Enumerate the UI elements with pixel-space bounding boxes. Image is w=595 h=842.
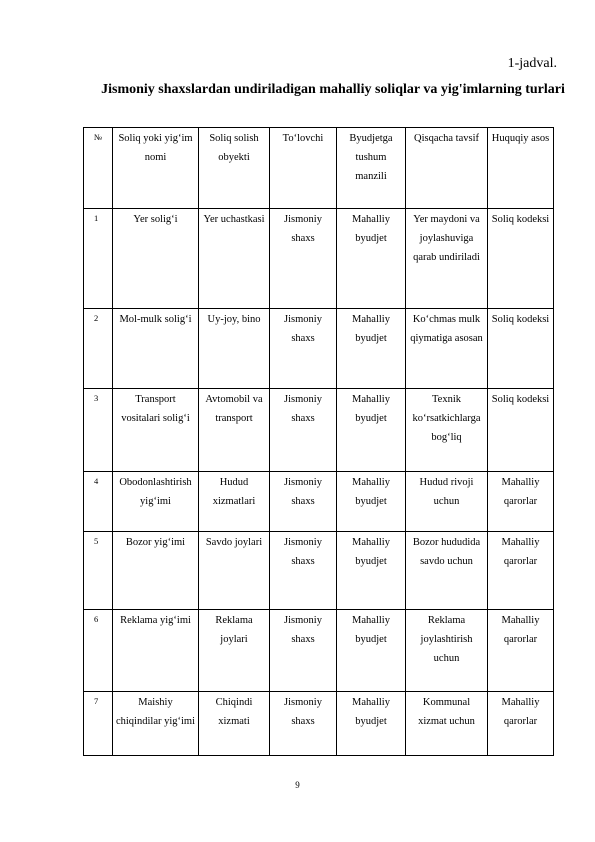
table-cell: Mahalliy qarorlar [488,610,554,692]
table-cell: Mahalliy byudjet [337,209,406,309]
table-cell: Mahalliy byudjet [337,532,406,610]
column-header: Byudjetga tushum manzili [337,128,406,209]
table-cell: Soliq kodeksi [488,389,554,472]
table-cell: 7 [84,692,113,756]
table-cell: Reklama joylari [199,610,270,692]
table-cell: Texnik ko‘rsatkichlarga bog‘liq [406,389,488,472]
table-row [84,692,554,756]
table-row [84,532,554,610]
table-cell: Jismoniy shaxs [270,209,337,309]
table-cell: Bozor yig‘imi [113,532,199,610]
table-cell: Mahalliy qarorlar [488,692,554,756]
column-header: To‘lovchi [270,128,337,209]
column-header: Huquqiy asos [488,128,554,209]
column-header: Soliq solish obyekti [199,128,270,209]
column-header: Soliq yoki yig‘im nomi [113,128,199,209]
table-cell: 3 [84,389,113,472]
table-cell: Bozor hududida savdo uchun [406,532,488,610]
table-cell: 1 [84,209,113,309]
table-cell: Jismoniy shaxs [270,472,337,532]
table-cell: Avtomobil va transport [199,389,270,472]
table-cell: 2 [84,309,113,389]
table-cell: Hudud xizmatlari [199,472,270,532]
table-cell: 5 [84,532,113,610]
table-cell: Mahalliy byudjet [337,610,406,692]
table-cell: Yer solig‘i [113,209,199,309]
table-cell: Soliq kodeksi [488,209,554,309]
table-cell: Chiqindi xizmati [199,692,270,756]
table-cell: 4 [84,472,113,532]
table-cell: Maishiy chiqindilar yig‘imi [113,692,199,756]
table-cell: Mol-mulk solig‘i [113,309,199,389]
table-cell: Jismoniy shaxs [270,389,337,472]
table-cell: Obodonlashtirish yig‘imi [113,472,199,532]
table-row [84,472,554,532]
column-header: Qisqacha tavsif [406,128,488,209]
table-label: 1-jadval. [507,56,557,71]
document-title: Jismoniy shaxslardan undiriladigan mahalliy soliqlar va yig'imlarning turlari [101,82,565,97]
table-cell: Savdo joylari [199,532,270,610]
table-cell: Yer maydoni va joylashuviga qarab undiriladi [406,209,488,309]
table-cell: Jismoniy shaxs [270,309,337,389]
table-cell: Jismoniy shaxs [270,532,337,610]
table-cell: Yer uchastkasi [199,209,270,309]
table-cell: Mahalliy qarorlar [488,532,554,610]
table-cell: Ko‘chmas mulk qiymatiga asosan [406,309,488,389]
table-cell: Mahalliy byudjet [337,309,406,389]
table-cell: Reklama joylashtirish uchun [406,610,488,692]
table-cell: Uy-joy, bino [199,309,270,389]
table-cell: Reklama yig‘imi [113,610,199,692]
table-cell: Mahalliy byudjet [337,472,406,532]
table-header-row [84,128,554,209]
table-cell: Transport vositalari solig‘i [113,389,199,472]
table-cell: Kommunal xizmat uchun [406,692,488,756]
table-row [84,389,554,472]
table-cell: Soliq kodeksi [488,309,554,389]
table-row [84,309,554,389]
table-cell: Mahalliy qarorlar [488,472,554,532]
table-cell: Jismoniy shaxs [270,610,337,692]
table-row [84,610,554,692]
table-cell: Jismoniy shaxs [270,692,337,756]
table-cell: Hudud rivoji uchun [406,472,488,532]
table-cell: 6 [84,610,113,692]
table-row [84,209,554,309]
page-number: 9 [295,780,300,790]
table-cell: Mahalliy byudjet [337,389,406,472]
tax-table [83,127,554,756]
table-cell: Mahalliy byudjet [337,692,406,756]
column-header: № [84,128,113,209]
